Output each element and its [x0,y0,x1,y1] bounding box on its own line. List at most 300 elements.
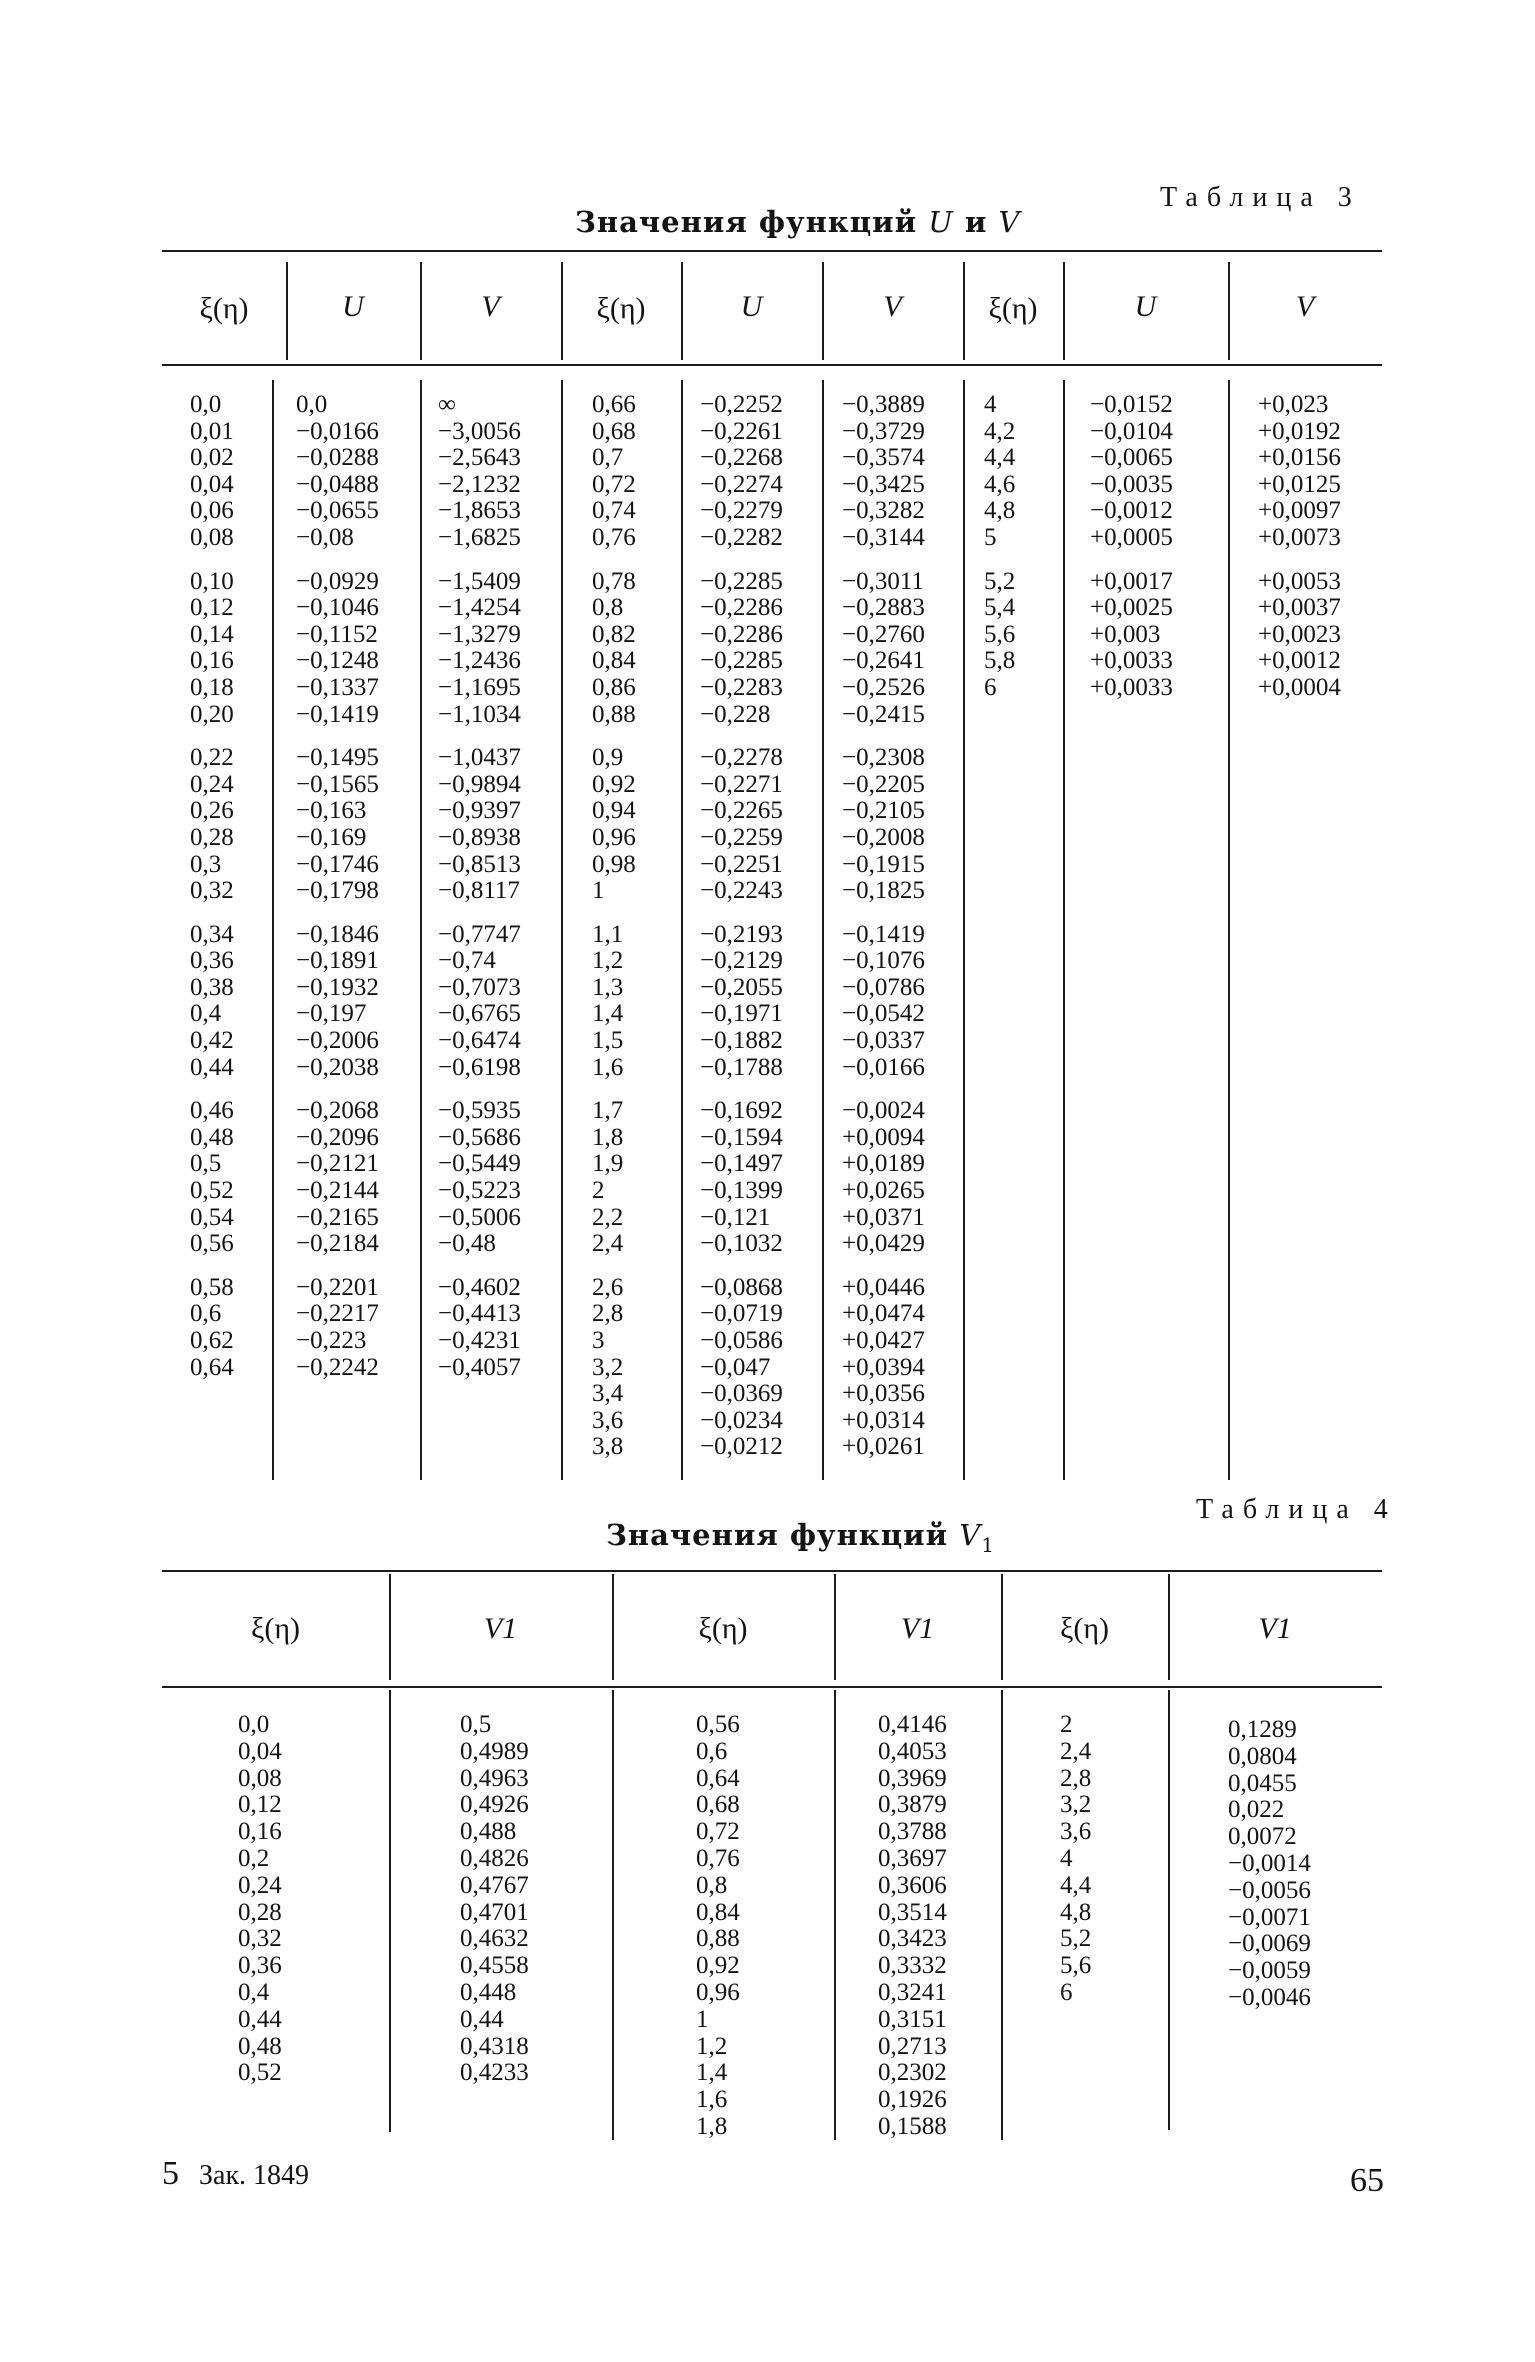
table3-header-xi: ξ(η) [199,292,249,325]
table-cell: 0,32 [238,1925,282,1953]
table-cell: −0,2268 [700,444,783,472]
table-cell: 0,8 [592,594,624,622]
table-cell: 4,4 [1060,1871,1092,1899]
table-cell: 0,5 [460,1711,492,1738]
table-cell: 0,0072 [1228,1823,1297,1851]
table-cell: 0,62 [190,1327,234,1354]
table3-caption-and: и [953,205,999,239]
table-cell: −1,6825 [438,523,521,551]
table-cell: −0,4413 [438,1300,521,1328]
table4-header-xi: ξ(η) [250,1612,301,1645]
table-cell: 0,10 [190,567,234,595]
table-cell: 0,1289 [1228,1716,1297,1743]
table-cell: −0,7747 [438,920,521,948]
table-cell: 0,44 [190,1053,234,1081]
table-cell: −0,2285 [700,567,783,595]
table3-column-v [438,392,521,1381]
table-cell: 3,2 [1060,1791,1092,1819]
table-cell: −0,5223 [438,1177,521,1205]
table-cell: −0,1399 [700,1177,783,1205]
table-cell: 0,56 [190,1230,234,1258]
table-cell: 5 [984,523,997,551]
group-gap [296,905,379,922]
column-separator [963,380,965,1480]
table-cell: 0,24 [238,1871,282,1899]
table-cell: −0,1032 [700,1230,783,1258]
table-cell: −0,1152 [296,620,378,648]
table-cell: −0,0288 [296,444,379,472]
table-cell: −0,2038 [296,1053,379,1081]
table4-header-xi: ξ(η) [698,1612,748,1645]
table-cell: 0,52 [190,1177,234,1205]
table-cell: 0,58 [190,1273,234,1301]
table-cell: 0,68 [696,1791,740,1819]
table-cell: 0,76 [696,1844,740,1872]
table-cell: 0,72 [592,470,636,498]
table4-header-v1: V1 [483,1612,518,1645]
table-cell: −0,5935 [438,1097,521,1125]
table-cell: −1,5409 [438,567,521,595]
table-cell: 0,56 [696,1711,740,1738]
table4-header-xi: ξ(η) [1059,1612,1110,1645]
table-cell: 0,18 [190,673,234,701]
table-cell: +0,0033 [1090,673,1173,701]
table-cell: 2 [592,1177,605,1205]
table-cell: −0,1746 [296,850,379,878]
group-gap [984,552,1015,569]
column-separator [1168,1690,1170,2130]
table-cell: −0,2121 [296,1150,379,1178]
table4-label: Таблица 4 [1196,1494,1397,1525]
table-cell: 0,6 [696,1737,728,1765]
table-cell: 0,08 [238,1764,282,1792]
table-cell: 1,8 [592,1123,624,1151]
table-cell: 0,3 [190,850,222,878]
table-cell: 2,8 [592,1300,624,1328]
table-cell: −0,2285 [700,647,783,675]
table-cell: −0,2286 [700,620,783,648]
table3-header-u-text: U [342,290,364,323]
table-cell: 2,2 [592,1203,624,1231]
table-cell: −0,1495 [296,744,379,772]
table-cell: −0,8117 [438,877,520,905]
table3-header-v-text: V [481,290,500,323]
group-gap [1090,552,1173,569]
table-cell: −0,1891 [296,947,379,975]
table3-top-rule [162,250,1382,252]
table-cell: −0,3144 [842,523,925,551]
table4-header-v1: V1 [900,1612,935,1645]
table-cell: −0,0104 [1090,417,1173,445]
table-cell: 0,88 [592,700,636,728]
footer-sheet-number: 5 [162,2155,179,2192]
table-cell: +0,0012 [1258,647,1341,675]
table-cell: −0,0166 [296,417,379,445]
table-cell: −0,0065 [1090,444,1173,472]
table-cell: +0,0125 [1258,470,1341,498]
table-cell: −0,1846 [296,920,379,948]
table-cell: 5,8 [984,647,1016,675]
table3-header-xi: ξ(η) [988,292,1038,325]
table-cell: 0,38 [190,973,234,1001]
table-cell: −0,1337 [296,673,379,701]
table-cell: 4,8 [1060,1898,1092,1926]
table-cell: −0,1692 [700,1097,783,1125]
column-separator [612,1690,614,2140]
table-cell: −0,1565 [296,770,379,798]
table-cell: 1 [592,877,605,905]
table4-column-xi [1060,1712,1091,2007]
table-cell: 0,4963 [460,1764,529,1792]
table-cell: −0,1248 [296,647,379,675]
table-cell: 0,2 [238,1844,270,1872]
table-cell: −0,2308 [842,744,925,772]
table-cell: −0,2096 [296,1123,379,1151]
table-cell: 1,5 [592,1027,624,1055]
table-cell: +0,0005 [1090,523,1173,551]
table-cell: −0,2259 [700,823,783,851]
table-cell: −0,0014 [1228,1849,1311,1877]
table-cell: 1,2 [696,2032,728,2060]
table-cell: +0,0017 [1090,567,1173,595]
table-cell: −0,0337 [842,1027,925,1055]
table-cell: 0,2713 [878,2032,947,2060]
table-cell: −0,3889 [842,391,925,418]
group-gap [592,552,636,569]
table3-caption [575,205,1020,239]
table3-column-u [700,392,783,1461]
column-separator [822,380,824,1480]
table-cell: 1,7 [592,1097,624,1125]
table-cell: −0,0488 [296,470,379,498]
table3-column-u [296,392,379,1381]
table-cell: 2,4 [592,1230,624,1258]
group-gap [592,905,636,922]
table3-header-rule [162,364,1382,366]
table-cell: 0,42 [190,1027,234,1055]
table-cell: +0,0427 [842,1327,925,1354]
table-cell: −0,0786 [842,973,925,1001]
column-separator [561,380,563,1480]
table-cell: 0,36 [190,947,234,975]
group-gap [592,728,636,745]
table-cell: 0,48 [238,2032,282,2060]
table-cell: 0,4146 [878,1711,947,1738]
table-cell: −0,2279 [700,497,783,525]
table-cell: −0,48 [438,1230,496,1258]
table-cell: −0,2760 [842,620,925,648]
table-cell: 3,8 [592,1433,624,1461]
table-cell: −0,3011 [842,567,924,595]
table-cell: 4,2 [984,417,1016,445]
table3-header-v [822,290,963,324]
table-cell: −0,1798 [296,877,379,905]
table-cell: 0,74 [592,497,636,525]
table-cell: −0,5449 [438,1150,521,1178]
table-cell: −0,08 [296,523,354,551]
table-cell: −0,0069 [1228,1930,1311,1958]
table-cell: −0,5006 [438,1203,521,1231]
table-cell: −0,74 [438,947,496,975]
group-gap [190,905,234,922]
table-cell: 0,16 [190,647,234,675]
table-cell: 0,01 [190,417,234,445]
table-cell: −0,0929 [296,567,379,595]
table-cell: −0,0152 [1090,391,1173,418]
table-cell: 0,12 [238,1791,282,1819]
table-cell: 0,44 [238,2005,282,2033]
table-cell: −0,0542 [842,1000,925,1028]
table-cell: −0,2105 [842,797,925,825]
table-cell: +0,023 [1258,391,1329,418]
table-cell: −0,2144 [296,1177,379,1205]
table-cell: 0,3879 [878,1791,947,1819]
table-cell: −0,1497 [700,1150,783,1178]
column-separator [1001,1690,1003,2140]
table-cell: 0,0 [296,391,328,418]
table-cell: +0,0371 [842,1203,925,1231]
table-cell: −0,0586 [700,1327,783,1354]
table4-column-xi [238,1712,282,2087]
table-cell: 0,1588 [878,2112,947,2140]
table-cell: +0,0073 [1258,523,1341,551]
table-cell: −1,3279 [438,620,521,648]
table-cell: −1,0437 [438,744,521,772]
table-cell: 0,3241 [878,1978,947,2006]
table-cell: 0,5 [190,1150,222,1178]
table-cell: 0,04 [190,470,234,498]
page-number: 65 [1350,2162,1384,2199]
table-cell: 0,44 [460,2005,504,2033]
table-cell: −0,2193 [700,920,783,948]
table4-header-v1: V1 [1258,1612,1292,1645]
table-cell: 0,4989 [460,1737,529,1765]
table-cell: 3,4 [592,1380,624,1408]
table-cell: 1,4 [592,1000,624,1028]
table-cell: 0,2302 [878,2059,947,2087]
table4-caption-v: V [959,1518,982,1552]
table-cell: −0,2205 [842,770,925,798]
table-cell: −0,5686 [438,1123,521,1151]
table-cell: −0,0024 [842,1097,925,1125]
table4-caption-sub: 1 [981,1532,995,1557]
table-cell: 2,8 [1060,1764,1092,1792]
table-cell: 0,0455 [1228,1769,1297,1797]
table-cell: +0,0023 [1258,620,1341,648]
table-cell: −1,1034 [438,700,521,728]
table-cell: −0,1932 [296,973,379,1001]
table-cell: −0,1419 [842,920,925,948]
table-cell: −0,0012 [1090,497,1173,525]
table3-header-u-text: U [740,290,763,323]
table-cell: 0,86 [592,673,636,701]
table4-caption [606,1518,995,1557]
table-cell: −0,2008 [842,823,925,851]
table-cell: −0,1046 [296,594,379,622]
table-cell: 1,9 [592,1150,624,1178]
table-cell: +0,0261 [842,1433,925,1461]
table-cell: 0,022 [1228,1796,1285,1824]
table-cell: 1 [696,2005,709,2033]
table4-column-v1 [460,1712,529,2087]
table-cell: 0,9 [592,744,624,772]
table-cell: 3,6 [1060,1818,1092,1846]
table-cell: −0,197 [296,1000,367,1028]
table-cell: 2,6 [592,1273,624,1301]
table-cell: 4,4 [984,444,1016,472]
table-cell: −0,8938 [438,823,521,851]
footer-signature [162,2155,309,2193]
table-cell: −0,2251 [700,850,783,878]
table-cell: 0,94 [592,797,636,825]
table-cell: −0,2265 [700,797,783,825]
table-cell: −0,0035 [1090,470,1173,498]
table-cell: −1,2436 [438,647,521,675]
table-cell: 3,2 [592,1353,624,1381]
table-cell: 0,24 [190,770,234,798]
table-cell: 0,28 [238,1898,282,1926]
table-cell: −0,163 [296,797,367,825]
table-cell: 2 [1060,1711,1073,1738]
table4-column-v1 [1228,1717,1311,2012]
table-cell: 0,3151 [878,2005,947,2033]
table-cell: 0,3332 [878,1952,947,1980]
table-cell: 6 [1060,1978,1073,2006]
table-cell: +0,0192 [1258,417,1341,445]
table4-column-v1 [878,1712,947,2141]
table-cell: 5,4 [984,594,1016,622]
table-cell: 0,3969 [878,1764,947,1792]
table-cell: 0,34 [190,920,234,948]
table-cell: −2,1232 [438,470,521,498]
table-cell: −0,6765 [438,1000,521,1028]
table-cell: −0,228 [700,700,771,728]
table-cell: 0,14 [190,620,234,648]
group-gap [1258,552,1341,569]
table-cell: −0,0071 [1228,1903,1311,1931]
table-cell: −0,047 [700,1353,771,1381]
table-cell: +0,0474 [842,1300,925,1328]
table-cell: −0,1788 [700,1053,783,1081]
table-cell: −0,8513 [438,850,521,878]
table-cell: 0,96 [592,823,636,851]
table-cell: −0,0212 [700,1433,783,1461]
table-cell: ∞ [438,391,456,418]
table-cell: 0,68 [592,417,636,445]
column-separator [272,380,274,1480]
table-cell: −0,2243 [700,877,783,905]
table-cell: −0,0868 [700,1273,783,1301]
table3-header-u [286,290,420,324]
table-cell: 1,8 [696,2112,728,2140]
group-gap [190,728,234,745]
group-gap [190,552,234,569]
table-cell: +0,0037 [1258,594,1341,622]
table-cell: 0,448 [460,1978,517,2006]
table-cell: 0,4233 [460,2059,529,2087]
table-cell: 0,16 [238,1818,282,1846]
column-separator [1228,380,1230,1480]
table-cell: 0,4826 [460,1844,529,1872]
group-gap [296,728,379,745]
table-cell: +0,003 [1090,620,1161,648]
table-cell: −0,1076 [842,947,925,975]
table-cell: +0,0025 [1090,594,1173,622]
table-cell: 0,4558 [460,1952,529,1980]
table4-column-xi [696,1712,740,2141]
table-cell: 0,32 [190,877,234,905]
table-cell: 2,4 [1060,1737,1092,1765]
table-cell: −0,4231 [438,1327,521,1354]
table-cell: −0,9397 [438,797,521,825]
table-cell: −0,1882 [700,1027,783,1055]
table-cell: 0,3606 [878,1871,947,1899]
group-gap [700,1258,783,1275]
table-cell: −0,1971 [700,1000,783,1028]
table-cell: 4,8 [984,497,1016,525]
table-cell: 0,28 [190,823,234,851]
table-cell: 3,6 [592,1406,624,1434]
table3-column-v [1258,392,1341,702]
footer-order: Зак. 1849 [199,2160,310,2191]
table3-column-v [842,392,925,1461]
table3-header-u [681,290,822,324]
table-cell: 5,6 [984,620,1016,648]
table-cell: −0,2217 [296,1300,379,1328]
table-cell: −0,0046 [1228,1983,1311,2011]
table-cell: 0,76 [592,523,636,551]
table-cell: 0,88 [696,1925,740,1953]
table-cell: 0,3697 [878,1844,947,1872]
table-cell: 0,06 [190,497,234,525]
column-separator [834,1690,836,2140]
table-cell: 0,7 [592,444,624,472]
table-cell: 0,66 [592,391,636,418]
table-cell: −0,2068 [296,1097,379,1125]
table-cell: 0,488 [460,1818,517,1846]
table-cell: 0,92 [696,1952,740,1980]
table-cell: 0,52 [238,2059,282,2087]
table-cell: 0,02 [190,444,234,472]
table-cell: −3,0056 [438,417,521,445]
table-cell: −0,3574 [842,444,925,472]
table-cell: 1,4 [696,2059,728,2087]
table-cell: +0,0189 [842,1150,925,1178]
table3-column-u [1090,392,1173,702]
table-cell: −0,9894 [438,770,521,798]
table3-caption-text: Значения функций [575,205,929,239]
table-cell: 0,4701 [460,1898,529,1926]
group-gap [438,1081,521,1098]
table-cell: 0,64 [190,1353,234,1381]
table-cell: −0,2282 [700,523,783,551]
table-cell: 4 [984,391,997,418]
table-cell: 0,82 [592,620,636,648]
table-cell: −0,223 [296,1327,367,1354]
table3-header-v-text: V [883,290,902,323]
table-cell: −0,3729 [842,417,925,445]
table-cell: −0,2286 [700,594,783,622]
table-cell: −0,1825 [842,877,925,905]
group-gap [592,1258,636,1275]
table-cell: 1,3 [592,973,624,1001]
column-separator [389,1690,391,2132]
group-gap [296,1258,379,1275]
table-cell: −0,0369 [700,1380,783,1408]
table4-caption-text: Значения функций [606,1518,960,1552]
group-gap [842,905,925,922]
table-cell: +0,0314 [842,1406,925,1434]
